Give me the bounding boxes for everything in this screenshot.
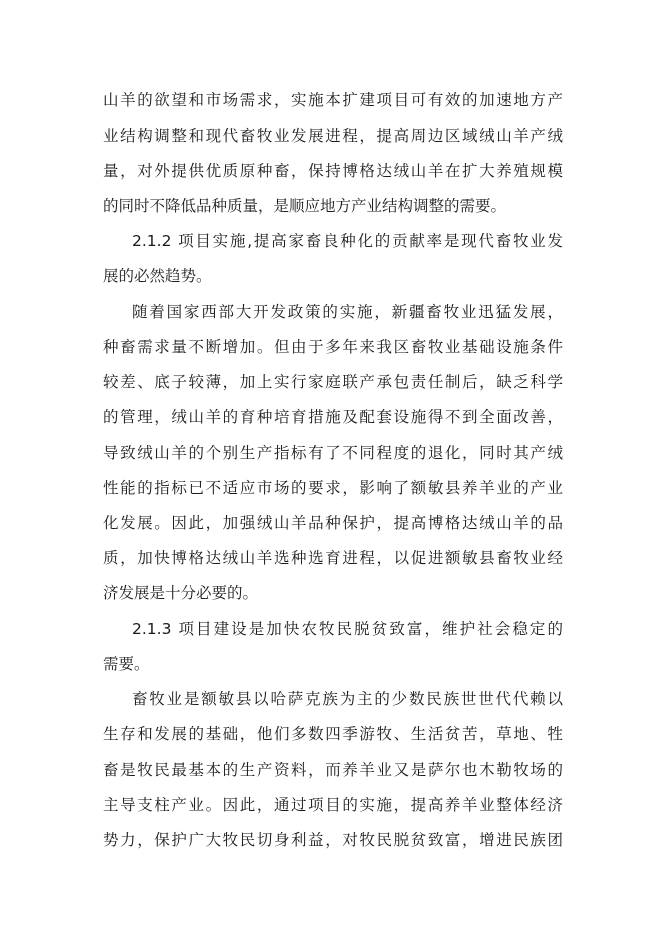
text-line-3: 量，对外提供优质原种畜，保持博格达绒山羊在扩大养殖规模	[103, 162, 563, 180]
text-line-14: 质，加快博格达绒山羊选种选育进程，以促进额敏县畜牧业经	[103, 549, 563, 567]
text-line-9: 较差、底子较薄，加上实行家庭联产承包责任制后，缺乏科学	[103, 373, 563, 391]
text-line-22: 势力，保护广大牧民切身利益，对牧民脱贫致富，增进民族团	[103, 831, 563, 849]
text-line-21: 主导支柱产业。因此，通过项目的实施，提高养羊业整体经济	[103, 796, 563, 814]
section-heading-2-1-3: 2.1.3 项目建设是加快农牧民脱贫致富，维护社会稳定的	[132, 620, 563, 638]
text-line-7: 随着国家西部大开发政策的实施，新疆畜牧业迅猛发展，	[132, 303, 563, 321]
text-line-20: 畜是牧民最基本的生产资料，而养羊业又是萨尔也木勒牧场的	[103, 761, 563, 779]
text-line-4: 的同时不降低品种质量，是顺应地方产业结构调整的需要。	[103, 197, 507, 215]
text-line-2: 业结构调整和现代畜牧业发展进程，提高周边区域绒山羊产绒	[103, 127, 563, 145]
text-line-19: 生存和发展的基础，他们多数四季游牧、生活贫苦，草地、牲	[103, 725, 563, 743]
text-line-15: 济发展是十分必要的。	[103, 584, 259, 602]
text-line-12: 性能的指标已不适应市场的要求，影响了额敏县养羊业的产业	[103, 479, 563, 497]
text-line-18: 畜牧业是额敏县以哈萨克族为主的少数民族世世代代赖以	[132, 690, 563, 708]
text-line-8: 种畜需求量不断增加。但由于多年来我区畜牧业基础设施条件	[103, 338, 563, 356]
text-line-13: 化发展。因此，加强绒山羊品种保护，提高博格达绒山羊的品	[103, 514, 563, 532]
text-line-10: 的管理，绒山羊的育种培育措施及配套设施得不到全面改善，	[103, 408, 563, 426]
section-heading-2-1-3-cont: 需要。	[103, 655, 150, 673]
section-heading-2-1-2-cont: 展的必然趋势。	[103, 267, 212, 285]
text-line-11: 导致绒山羊的个别生产指标有了不同程度的退化，同时其产绒	[103, 444, 563, 462]
text-line-1: 山羊的欲望和市场需求，实施本扩建项目可有效的加速地方产	[103, 91, 563, 109]
section-heading-2-1-2: 2.1.2 项目实施,提高家畜良种化的贡献率是现代畜牧业发	[132, 232, 563, 250]
